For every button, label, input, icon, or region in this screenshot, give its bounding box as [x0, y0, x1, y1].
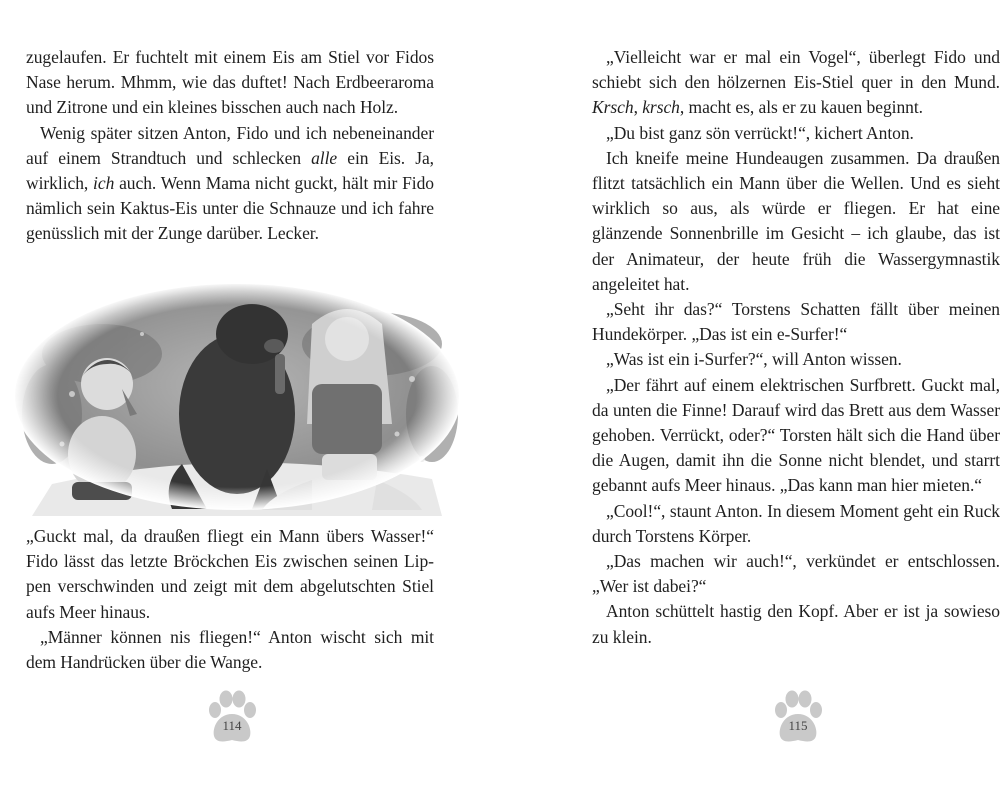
- paragraph: [592, 146, 1000, 297]
- text-run: ,: [633, 97, 643, 118]
- paragraph: [592, 373, 1000, 499]
- text-run: zugelaufen. Er fuchtelt mit einem Eis am Stiel vor Fidos Nase herum. Mhmm, wie das duftet! Nach Erdbeeraroma und Zitrone und ein kleines bisschen auch nach Holz.: [26, 47, 434, 118]
- paragraph: [26, 524, 434, 625]
- paragraph: [592, 121, 1000, 146]
- text-run: „Vielleicht war er mal ein Vogel“, überlegt Fido und schiebt sich den hölzernen Eis-Stiel quer in den Mund.: [592, 47, 1000, 93]
- text-run: „Guckt mal, da draußen fliegt ein Mann übers Wasser!“ Fido lässt das letzte Bröckchen Eis zwischen seinen Lippen verschwinden und zeigt mit dem abgelutschten Stiel aufs Meer hinaus.: [26, 526, 434, 622]
- paragraph: [26, 121, 434, 247]
- left-text-top: [26, 45, 434, 247]
- text-run: „Was ist ein i-Surfer?“, will Anton wissen.: [606, 349, 902, 370]
- text-run: ein Eis. Ja, wirklich,: [26, 147, 434, 194]
- page-number-left: 114: [222, 718, 242, 733]
- paragraph: [592, 347, 1000, 372]
- text-run: „Cool!“, staunt Anton. In diesem Moment geht ein Ruck durch Torstens Körper.: [592, 500, 1000, 546]
- illustration-svg: [12, 284, 462, 516]
- page-number-badge-right: [770, 688, 826, 748]
- emphasis-text: krsch: [642, 97, 680, 118]
- paragraph: [592, 599, 1000, 649]
- text-run: „Das machen wir auch!“, verkündet er entschlossen. „Wer ist dabei?“: [592, 551, 1000, 597]
- paragraph: [592, 45, 1000, 121]
- text-run: „Männer können nis fliegen!“ Anton wischt sich mit dem Handrücken über die Wange.: [26, 626, 434, 673]
- paragraph: [26, 625, 434, 675]
- text-run: Wenig später sitzen Anton, Fido und ich nebeneinander auf einem Strandtuch und schlecken: [26, 122, 434, 168]
- text-run: „Der fährt auf einem elektrischen Surfbrett. Guckt mal, da unten die Finne! Darauf wird das Brett aus dem Wasser gehoben. Verrückt, oder?“ Torsten hält sich die Hand über die Augen, damit ihn die Sonne nicht blendet, und starrt gebannt aufs Meer hinaus. „Das kann man hier mieten.“: [592, 374, 1000, 496]
- text-run: Ich kneife meine Hundeaugen zusammen. Da draußen flitzt tatsächlich ein Mann über die Wellen. Und es sieht wirklich so aus, als würde er fliegen. Er hat eine glänzende Sonnenbrille im Gesicht – ich glaube, das ist der Animateur, der heute früh die Wassergymnastik angeleitet hat.: [592, 147, 1000, 294]
- page-number-right: 115: [788, 718, 808, 733]
- paragraph: [26, 45, 434, 121]
- page-number-badge-left: [204, 688, 260, 748]
- emphasis-text: ich: [93, 173, 115, 194]
- text-run: Anton schüttelt hastig den Kopf. Aber er ist ja sowieso zu klein.: [592, 601, 1000, 647]
- text-run: „Seht ihr das?“ Torstens Schatten fällt über meinen Hundekörper. „Das ist ein e-Surfer!“: [592, 299, 1000, 345]
- emphasis-text: Krsch: [592, 97, 634, 118]
- paragraph: [592, 549, 1000, 599]
- right-page: [500, 0, 1000, 800]
- left-text-bottom: [26, 524, 434, 675]
- emphasis-text: alle: [311, 147, 338, 168]
- text-run: auch. Wenn Mama nicht guckt, hält mir Fido nämlich sein Kaktus-Eis unter die Schnauze und ich fahre genüsslich mit der Zunge darüber. Lecker.: [26, 173, 434, 244]
- beach-illustration: [12, 284, 462, 516]
- paragraph: [592, 297, 1000, 347]
- text-run: , macht es, als er zu kauen beginnt.: [679, 97, 923, 118]
- paragraph: [592, 499, 1000, 549]
- right-text: [592, 45, 1000, 650]
- text-run: „Du bist ganz sön verrückt!“, kichert Anton.: [606, 122, 914, 143]
